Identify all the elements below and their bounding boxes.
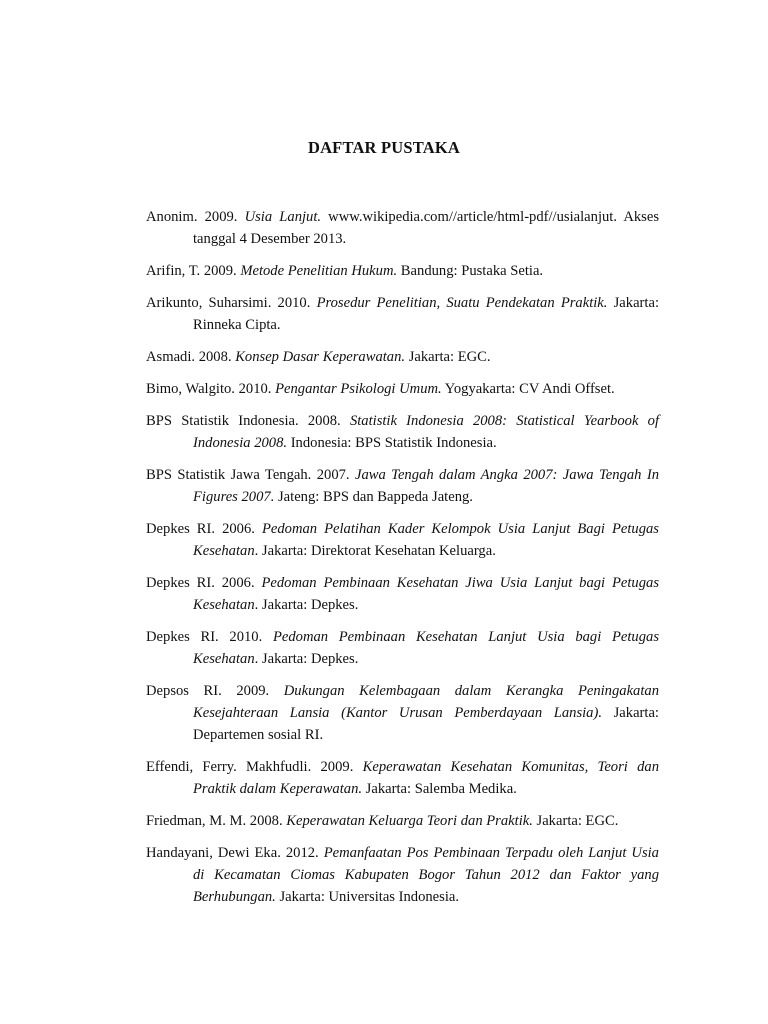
reference-author-year: BPS Statistik Jawa Tengah. 2007. [146, 467, 355, 483]
reference-publisher: Yogyakarta: CV Andi Offset. [441, 381, 615, 397]
reference-author-year: Bimo, Walgito. 2010. [146, 381, 276, 397]
reference-author-year: BPS Statistik Indonesia. 2008. [146, 413, 350, 429]
reference-title: Keperawatan Keluarga Teori dan Praktik. [286, 813, 533, 829]
reference-item [146, 410, 659, 454]
reference-title: Pedoman Pembinaan Kesehatan Jiwa Usia Lanjut bagi Petugas Kesehatan [193, 575, 659, 613]
reference-title: Prosedur Penelitian, Suatu Pendekatan Praktik. [316, 295, 608, 311]
reference-publisher: Bandung: Pustaka Setia. [397, 263, 544, 279]
reference-title: Keperawatan Kesehatan Komunitas, Teori dan Praktik dalam Keperawatan. [193, 759, 659, 797]
reference-item [146, 626, 659, 670]
reference-author-year: Anonim. 2009. [146, 209, 245, 225]
reference-publisher: Jakarta: Universitas Indonesia. [275, 889, 460, 905]
reference-item [146, 572, 659, 616]
reference-publisher: . Jakarta: Direktorat Kesehatan Keluarga. [254, 543, 496, 559]
reference-author-year: Depkes RI. 2010. [146, 629, 273, 645]
reference-item [146, 346, 659, 368]
reference-publisher: . Jakarta: Depkes. [254, 597, 359, 613]
reference-publisher: www.wikipedia.com//article/html-pdf//usialanjut. Akses tanggal 4 Desember 2013. [193, 209, 659, 247]
reference-title: Pedoman Pelatihan Kader Kelompok Usia Lanjut Bagi Petugas Kesehatan [193, 521, 659, 559]
reference-author-year: Arikunto, Suharsimi. 2010. [146, 295, 317, 311]
reference-title: Metode Penelitian Hukum. [240, 263, 398, 279]
reference-author-year: Depkes RI. 2006. [146, 521, 262, 537]
reference-list [146, 206, 659, 918]
page-title: DAFTAR PUSTAKA [307, 138, 461, 157]
reference-item [146, 810, 659, 832]
reference-author-year: Handayani, Dewi Eka. 2012. [146, 845, 324, 861]
reference-publisher: Jakarta: Rinneka Cipta. [193, 295, 659, 333]
reference-title: Jawa Tengah dalam Angka 2007: Jawa Tengah In Figures 2007. [193, 467, 659, 505]
reference-publisher: Jakarta: EGC. [532, 813, 619, 829]
reference-publisher: Jateng: BPS dan Bappeda Jateng. [274, 489, 473, 505]
reference-author-year: Depkes RI. 2006. [146, 575, 262, 591]
reference-item [146, 464, 659, 508]
reference-author-year: Friedman, M. M. 2008. [146, 813, 287, 829]
reference-publisher: Jakarta: EGC. [405, 349, 491, 365]
reference-item [146, 292, 659, 336]
reference-author-year: Arifin, T. 2009. [146, 263, 241, 279]
reference-title: Pemanfaatan Pos Pembinaan Terpadu oleh Lanjut Usia di Kecamatan Ciomas Kabupaten Bogor Tahun 2012 dan Faktor yang Berhubungan. [193, 845, 659, 905]
reference-item [146, 260, 659, 282]
reference-item [146, 378, 659, 400]
reference-title: Dukungan Kelembagaan dalam Kerangka Peningakatan Kesejahteraan Lansia (Kantor Urusan Pemberdayaan Lansia). [193, 683, 659, 721]
reference-publisher: Jakarta: Salemba Medika. [362, 781, 517, 797]
reference-publisher: Indonesia: BPS Statistik Indonesia. [287, 435, 497, 451]
reference-title: Statistik Indonesia 2008: Statistical Yearbook of Indonesia 2008. [193, 413, 660, 451]
reference-item [146, 518, 659, 562]
reference-title: Konsep Dasar Keperawatan. [235, 349, 406, 365]
reference-item [146, 756, 659, 800]
reference-author-year: Asmadi. 2008. [146, 349, 236, 365]
reference-item [146, 206, 659, 250]
reference-title: Pedoman Pembinaan Kesehatan Lanjut Usia bagi Petugas Kesehatan [193, 629, 659, 667]
reference-publisher: . Jakarta: Depkes. [254, 651, 359, 667]
reference-item [146, 680, 659, 746]
reference-author-year: Effendi, Ferry. Makhfudli. 2009. [146, 759, 363, 775]
reference-item [146, 842, 659, 908]
reference-title: Pengantar Psikologi Umum. [275, 381, 442, 397]
reference-author-year: Depsos RI. 2009. [146, 683, 284, 699]
reference-publisher: Jakarta: Departemen sosial RI. [193, 705, 659, 743]
reference-title: Usia Lanjut. [244, 209, 322, 225]
